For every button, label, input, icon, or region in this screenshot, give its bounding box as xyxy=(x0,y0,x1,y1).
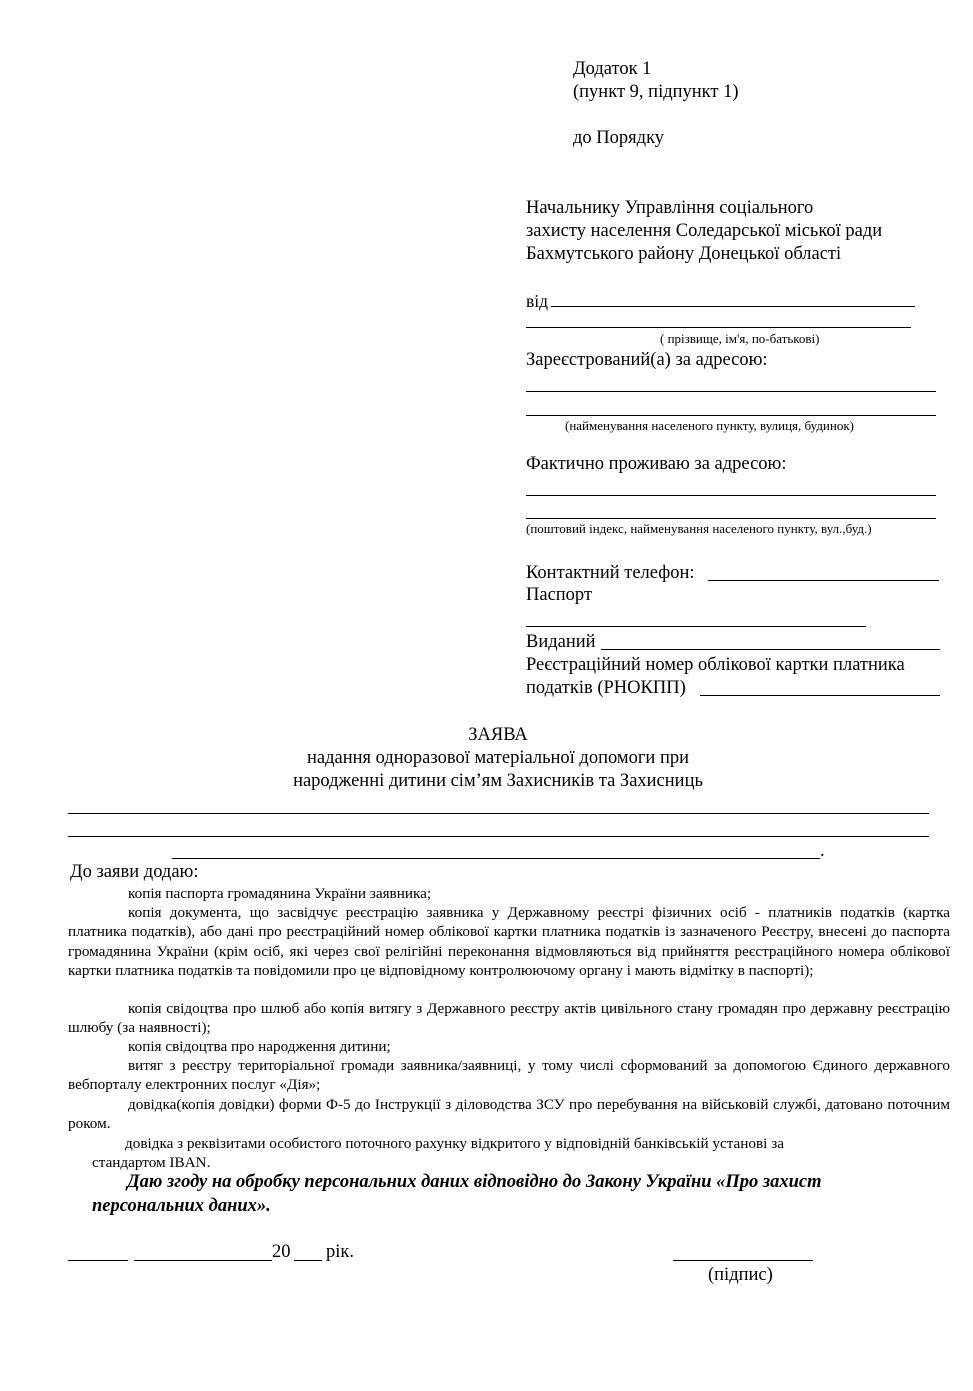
registered-address-hint: (найменування населеного пункту, вулиця, будинок) xyxy=(565,418,854,433)
addressee-line-3: Бахмутського району Донецької області xyxy=(526,244,842,264)
attachment-iban-line-1: довідка з реквізитами особистого поточного рахунку відкритого у відповідній банківській установі за xyxy=(125,1135,784,1152)
annex-line-1: Додаток 1 xyxy=(573,59,652,79)
tax-number-label-2: податків (РНОКПП) xyxy=(526,678,686,698)
attachment-item: довідка(копія довідки) форми Ф-5 до Інструкції з діловодства ЗСУ про перебування на військовій службі, датовано поточним роком. xyxy=(68,1096,950,1133)
tax-number-label-1: Реєстраційний номер облікової картки платника xyxy=(526,655,905,675)
actual-address-line-2[interactable] xyxy=(526,518,936,519)
year-field[interactable] xyxy=(294,1260,322,1261)
document-subtitle-2: народженні дитини сім’ям Захисників та Захисниць xyxy=(293,771,703,791)
statement-end-dot: . xyxy=(820,841,825,861)
date-day-field[interactable] xyxy=(68,1260,128,1261)
statement-line-3[interactable] xyxy=(172,858,820,859)
actual-address-line-1[interactable] xyxy=(526,495,936,496)
actual-address-hint: (поштовий індекс, найменування населеного пункту, вул.,буд.) xyxy=(526,521,872,536)
consent-line-1: Даю згоду на обробку персональних даних відповідно до Закону України «Про захист xyxy=(127,1172,822,1192)
attachment-iban-line-2: стандартом IBAN. xyxy=(92,1154,211,1171)
year-suffix: рік. xyxy=(326,1242,355,1262)
addressee-line-2: захисту населення Соледарської міської ради xyxy=(526,221,883,241)
document-subtitle-1: надання одноразової матеріальної допомоги при xyxy=(306,748,690,768)
attachments-label: До заяви додаю: xyxy=(70,862,199,882)
signature-hint: (підпис) xyxy=(708,1265,773,1285)
phone-field[interactable] xyxy=(708,580,939,581)
statement-line-2[interactable] xyxy=(68,836,929,837)
tax-number-field[interactable] xyxy=(700,695,940,696)
date-month-field[interactable] xyxy=(134,1260,272,1261)
passport-label: Паспорт xyxy=(526,585,593,605)
phone-label: Контактний телефон: xyxy=(526,563,695,583)
registered-address-label: Зареєстрований(а) за адресою: xyxy=(526,350,768,370)
attachment-item: копія документа, що засвідчує реєстрацію заявника у Державному реєстрі фізичних осіб - платників податків (картка платника податків), або дані про реєстраційний номер облікової картки платника податків із зазначеного Реєстру, внесені до паспорта громадянина України (крім осіб, які через свої релігійні переконання відмовляються від прийняття реєстраційного номера облікової картки платника податків та повідомили про це відповідному контролюючому органу і мають відмітку в паспорті); xyxy=(68,904,950,979)
registered-address-line-2[interactable] xyxy=(526,415,936,416)
year-prefix: 20 xyxy=(272,1242,291,1262)
annex-line-2: (пункт 9, підпункт 1) xyxy=(573,82,739,102)
attachment-item: копія свідоцтва про народження дитини; xyxy=(128,1038,391,1055)
annex-line-3: до Порядку xyxy=(573,128,665,148)
consent-line-2: персональних даних». xyxy=(92,1196,271,1216)
attachment-item: витяг з реєстру територіальної громади заявника/заявниці, у тому числі сформований за допомогою Єдиного державного вебпорталу електронних послуг «Дія»; xyxy=(68,1057,950,1094)
statement-line-1[interactable] xyxy=(68,813,929,814)
attachment-item: копія свідоцтва про шлюб або копія витягу з Державного реєстру актів цивільного стану громадян про державну реєстрацію шлюбу (за наявності); xyxy=(68,1000,950,1037)
name-field-line-2[interactable] xyxy=(526,327,911,328)
name-field-line-1[interactable] xyxy=(551,306,915,307)
registered-address-line-1[interactable] xyxy=(526,391,936,392)
actual-address-label: Фактично проживаю за адресою: xyxy=(526,454,787,474)
issued-field[interactable] xyxy=(601,649,940,650)
document-title: ЗАЯВА xyxy=(468,725,528,745)
signature-field[interactable] xyxy=(673,1260,813,1261)
addressee-line-1: Начальнику Управління соціального xyxy=(526,198,814,218)
name-hint: ( прізвище, ім'я, по-батькові) xyxy=(660,331,820,346)
passport-field[interactable] xyxy=(526,626,866,627)
issued-label: Виданий xyxy=(526,632,596,652)
from-label: від xyxy=(526,291,549,311)
attachment-item: копія паспорта громадянина України заявника; xyxy=(128,885,432,902)
